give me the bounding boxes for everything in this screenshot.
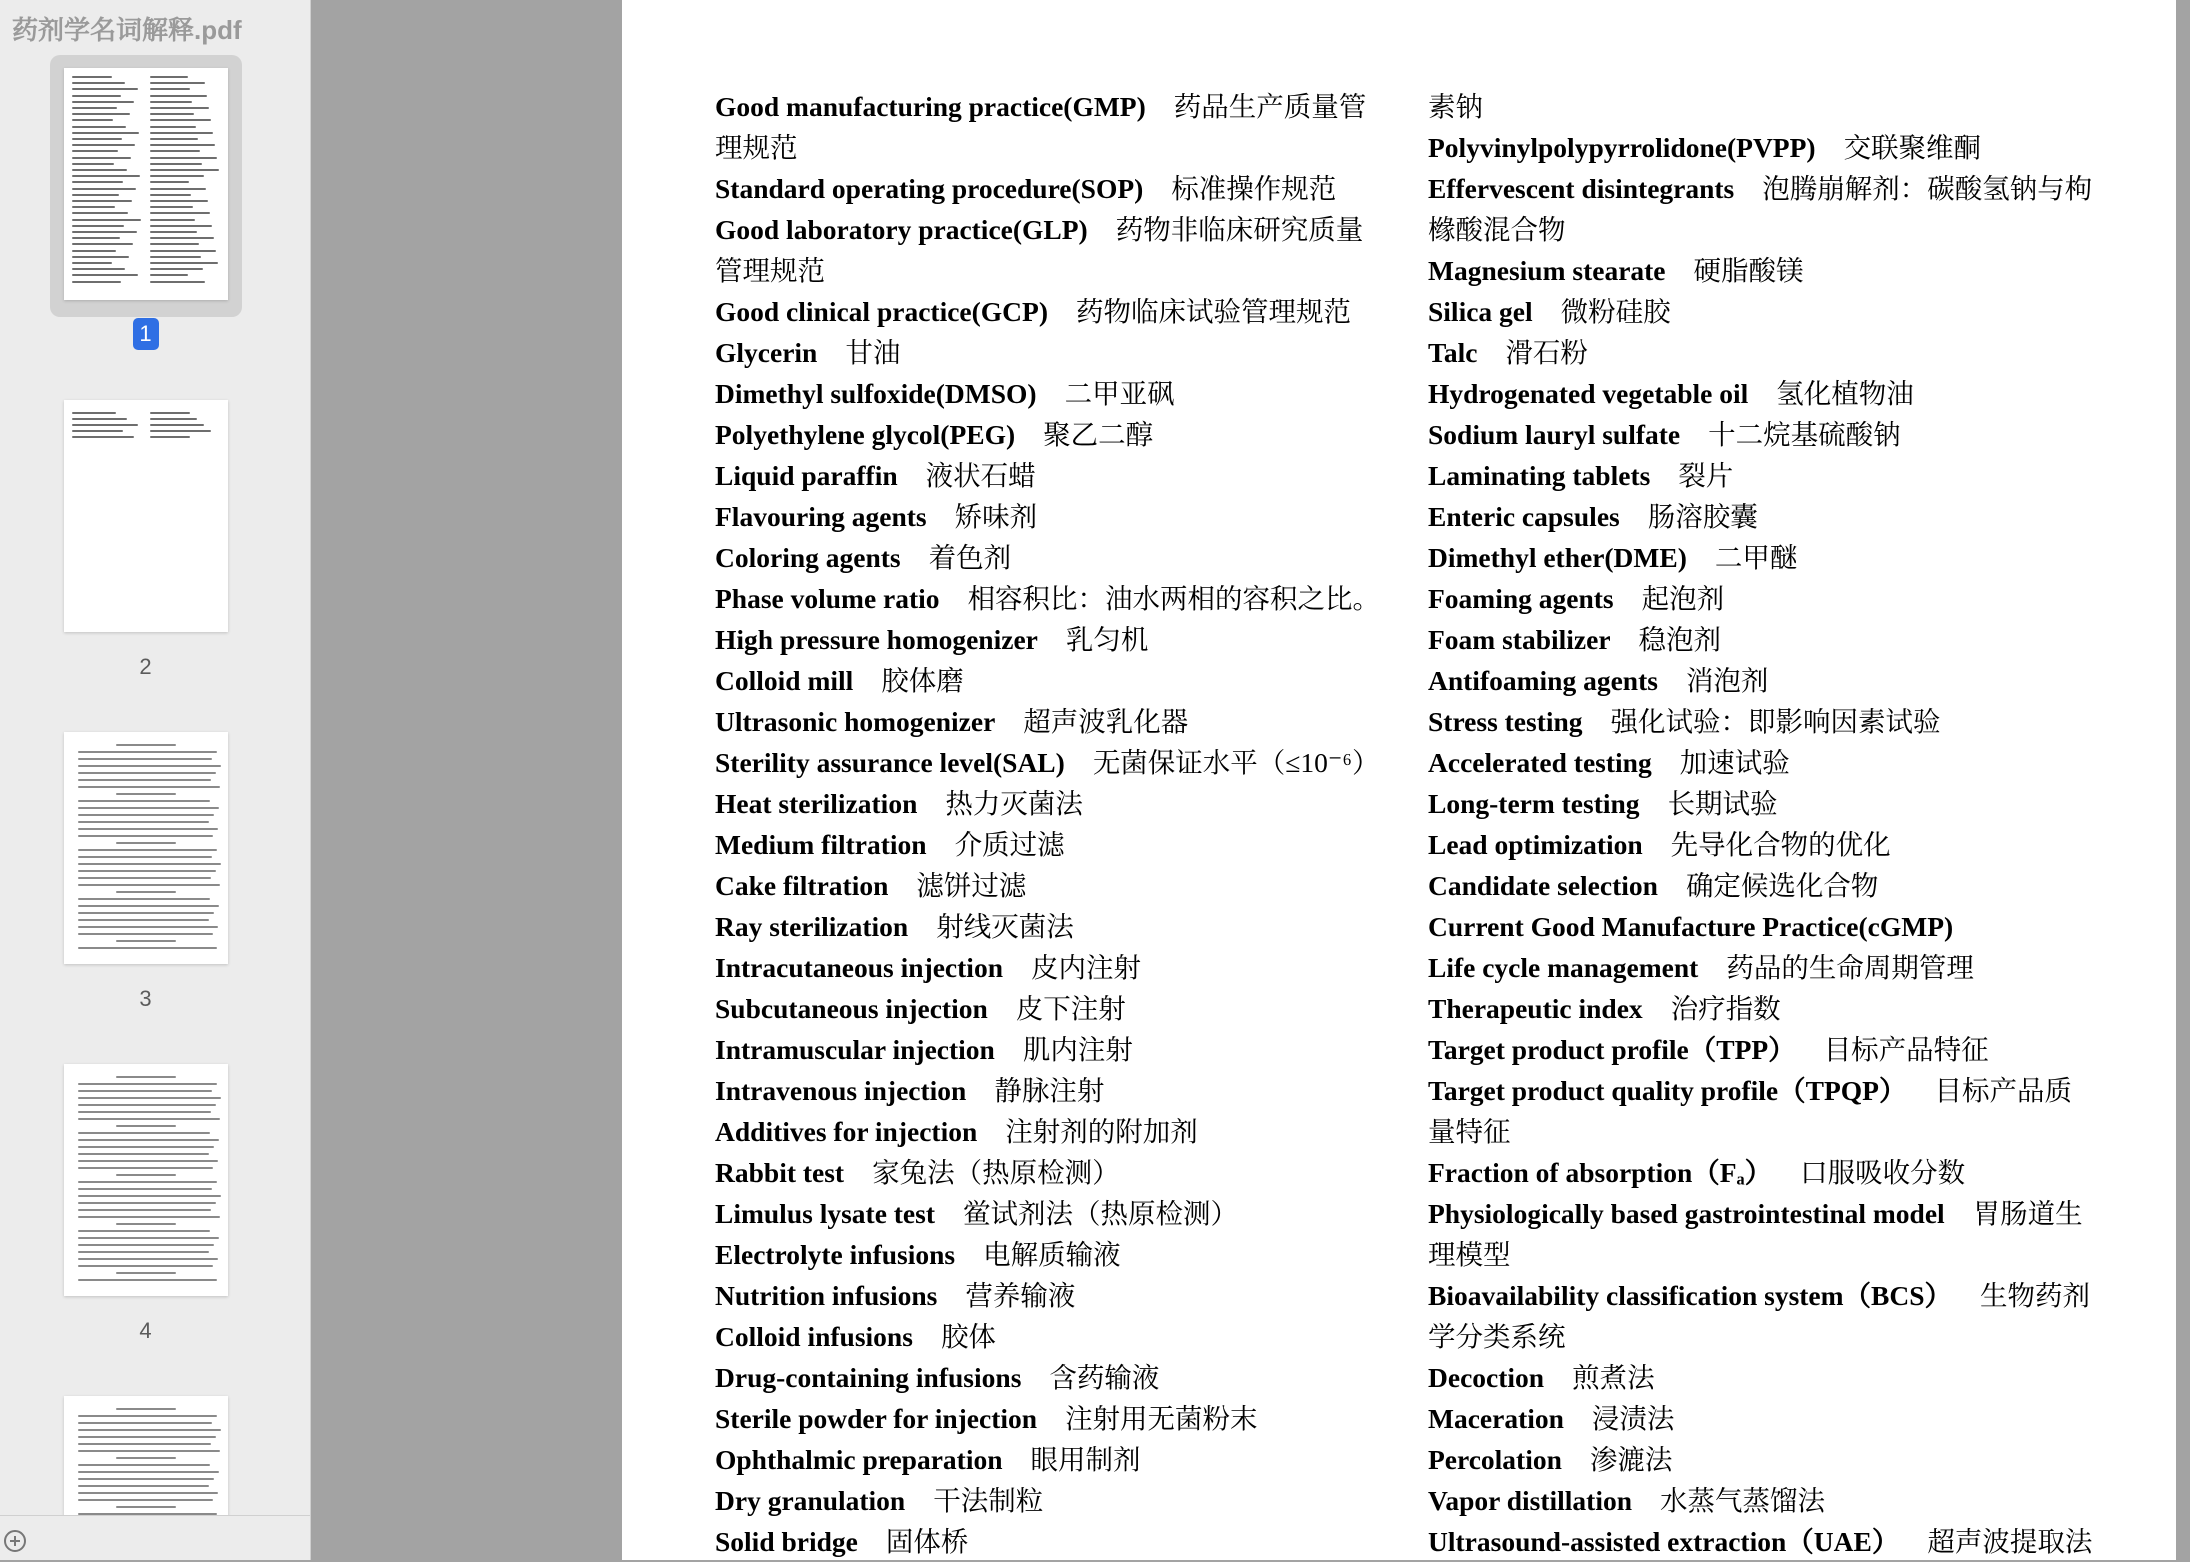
term-english: Sodium lauryl sulfate [1428, 419, 1681, 450]
term-chinese: 胶体 [940, 1321, 996, 1352]
term-chinese: 生物药剂 [1980, 1280, 2091, 1311]
term-chinese: 皮下注射 [1015, 993, 1126, 1024]
glossary-entry [1428, 291, 2128, 332]
term-chinese: 目标产品特征 [1823, 1034, 1989, 1065]
term-chinese: 鲎试剂法（热原检测） [963, 1198, 1238, 1229]
glossary-entry [715, 619, 1415, 660]
term-english: Percolation [1428, 1444, 1562, 1475]
glossary-entry [715, 250, 1415, 291]
glossary-entry [1428, 783, 2128, 824]
term-english: Effervescent disintegrants [1428, 173, 1735, 204]
term-chinese: 超声波提取法 [1927, 1526, 2093, 1557]
term-chinese: 先导化合物的优化 [1670, 829, 1891, 860]
glossary-entry [1428, 1275, 2128, 1316]
term-english: Glycerin [715, 337, 818, 368]
term-english: Target product quality profile（TPQP） [1428, 1075, 1907, 1106]
glossary-entry [715, 1439, 1415, 1480]
glossary-entry [1428, 1316, 2128, 1357]
term-chinese: 肠溶胶囊 [1647, 501, 1758, 532]
glossary-entry [1428, 1234, 2128, 1275]
term-english: Good clinical practice(GCP) [715, 296, 1048, 327]
glossary-entry [1428, 127, 2128, 168]
term-chinese: 氢化植物油 [1776, 378, 1914, 409]
term-english: Therapeutic index [1428, 993, 1643, 1024]
term-chinese: 注射用无菌粉末 [1065, 1403, 1258, 1434]
glossary-entry [715, 1357, 1415, 1398]
term-english: Vapor distillation [1428, 1485, 1633, 1516]
term-english: Good laboratory practice(GLP) [715, 214, 1088, 245]
term-chinese: 消泡剂 [1685, 665, 1769, 696]
glossary-entry [1428, 1152, 2128, 1193]
left-column [715, 86, 1415, 1562]
plus-circle-icon[interactable] [4, 1530, 26, 1552]
glossary-entry [1428, 1029, 2128, 1070]
glossary-entry [1428, 1193, 2128, 1234]
right-column [1428, 86, 2128, 1562]
term-chinese: 硬脂酸镁 [1693, 255, 1804, 286]
thumbnail-page-number: 4 [139, 1318, 152, 1343]
term-english: Intravenous injection [715, 1075, 967, 1106]
glossary-entry [715, 1316, 1415, 1357]
term-chinese: 干法制粒 [933, 1485, 1044, 1516]
glossary-entry [715, 1111, 1415, 1152]
term-chinese: 泡腾崩解剂：碳酸氢钠与枸 [1762, 173, 2093, 204]
glossary-entry [715, 1029, 1415, 1070]
glossary-entry [715, 1193, 1415, 1234]
glossary-entry [715, 1521, 1415, 1562]
glossary-entry [1428, 537, 2128, 578]
term-chinese: 胃肠道生 [1972, 1198, 2083, 1229]
term-chinese: 无菌保证水平（≤10⁻⁶） [1092, 747, 1380, 778]
term-chinese: 浸渍法 [1591, 1403, 1675, 1434]
glossary-entry [715, 947, 1415, 988]
term-english: Standard operating procedure(SOP) [715, 173, 1144, 204]
glossary-entry [715, 1152, 1415, 1193]
term-chinese: 眼用制剂 [1030, 1444, 1141, 1475]
term-chinese: 理规范 [715, 132, 798, 163]
term-english: Solid bridge [715, 1526, 858, 1557]
term-english: Liquid paraffin [715, 460, 898, 491]
glossary-entry [1428, 1357, 2128, 1398]
term-chinese: 滤饼过滤 [916, 870, 1027, 901]
glossary-entry [715, 742, 1415, 783]
term-chinese: 固体桥 [885, 1526, 969, 1557]
term-chinese: 电解质输液 [983, 1239, 1121, 1270]
glossary-entry [1428, 906, 2128, 947]
term-chinese: 注射剂的附加剂 [1005, 1116, 1198, 1147]
term-english: Life cycle management [1428, 952, 1699, 983]
term-english: Foam stabilizer [1428, 624, 1611, 655]
glossary-entry [715, 414, 1415, 455]
term-chinese: 确定候选化合物 [1685, 870, 1879, 901]
term-chinese: 量特征 [1428, 1116, 1511, 1147]
glossary-entry [1428, 824, 2128, 865]
glossary-entry [715, 660, 1415, 701]
glossary-entry [715, 86, 1415, 127]
glossary-entry [1428, 86, 2128, 127]
term-english: Foaming agents [1428, 583, 1614, 614]
glossary-entry [1428, 865, 2128, 906]
term-english: Intramuscular injection [715, 1034, 995, 1065]
term-chinese: 药物临床试验管理规范 [1075, 296, 1351, 327]
term-chinese: 液状石蜡 [925, 460, 1036, 491]
term-english: Hydrogenated vegetable oil [1428, 378, 1749, 409]
term-chinese: 十二烷基硫酸钠 [1708, 419, 1901, 450]
pdf-page [622, 0, 2176, 1560]
term-chinese: 家兔法（热原检测） [872, 1157, 1120, 1188]
thumbnail-page-number: 1 [0, 318, 291, 350]
glossary-entry [1428, 1070, 2128, 1111]
term-english: Stress testing [1428, 706, 1583, 737]
glossary-entry [1428, 496, 2128, 537]
glossary-entry [715, 332, 1415, 373]
glossary-entry [1428, 332, 2128, 373]
glossary-entry [1428, 1521, 2128, 1562]
term-english: Sterility assurance level(SAL) [715, 747, 1065, 778]
glossary-entry [715, 373, 1415, 414]
term-chinese: 乳匀机 [1065, 624, 1149, 655]
term-english: Nutrition infusions [715, 1280, 938, 1311]
term-chinese: 热力灭菌法 [945, 788, 1083, 819]
glossary-entry [1428, 455, 2128, 496]
glossary-entry [1428, 1439, 2128, 1480]
term-chinese: 目标产品质 [1934, 1075, 2072, 1106]
term-english: Heat sterilization [715, 788, 918, 819]
term-english: Colloid infusions [715, 1321, 913, 1352]
term-english: Coloring agents [715, 542, 901, 573]
term-chinese: 滑石粉 [1505, 337, 1588, 368]
thumbnail-page-number: 3 [139, 986, 152, 1011]
term-english: Bioavailability classification system（BCS） [1428, 1280, 1953, 1311]
term-chinese: 水蒸气蒸馏法 [1660, 1485, 1826, 1516]
term-chinese: 素钠 [1428, 91, 1483, 122]
sidebar-footer [0, 1515, 311, 1560]
term-english: Ultrasound-assisted extraction（UAE） [1428, 1526, 1900, 1557]
term-chinese: 治疗指数 [1670, 993, 1781, 1024]
term-chinese: 超声波乳化器 [1023, 706, 1189, 737]
glossary-entry [1428, 1111, 2128, 1152]
term-chinese: 聚乙二醇 [1043, 419, 1154, 450]
glossary-entry [715, 865, 1415, 906]
glossary-entry [1428, 373, 2128, 414]
glossary-entry [1428, 660, 2128, 701]
term-english: Ophthalmic preparation [715, 1444, 1003, 1475]
term-chinese: 药品的生命周期管理 [1726, 952, 1974, 983]
term-english: Subcutaneous injection [715, 993, 988, 1024]
term-chinese: 橼酸混合物 [1428, 214, 1566, 245]
term-chinese: 药物非临床研究质量 [1115, 214, 1364, 245]
glossary-entry [1428, 414, 2128, 455]
term-english: Polyvinylpolypyrrolidone(PVPP) [1428, 132, 1816, 163]
glossary-entry [715, 209, 1415, 250]
term-chinese: 加速试验 [1679, 747, 1790, 778]
term-english: Laminating tablets [1428, 460, 1651, 491]
glossary-entry [1428, 701, 2128, 742]
glossary-entry [1428, 250, 2128, 291]
term-english: Candidate selection [1428, 870, 1658, 901]
term-english: Dry granulation [715, 1485, 906, 1516]
term-english: Decoction [1428, 1362, 1545, 1393]
term-chinese: 皮内注射 [1031, 952, 1141, 983]
term-english: Additives for injection [715, 1116, 978, 1147]
term-english: Magnesium stearate [1428, 255, 1666, 286]
term-english: Sterile powder for injection [715, 1403, 1038, 1434]
page-thumbnail-image[interactable] [64, 68, 228, 300]
term-chinese: 微粉硅胶 [1560, 296, 1671, 327]
glossary-entry [715, 701, 1415, 742]
glossary-entry [715, 906, 1415, 947]
term-chinese: 学分类系统 [1428, 1321, 1566, 1352]
term-chinese: 煎煮法 [1572, 1362, 1655, 1393]
term-english: Antifoaming agents [1428, 665, 1658, 696]
term-chinese: 营养输液 [965, 1280, 1076, 1311]
term-english: Good manufacturing practice(GMP) [715, 91, 1146, 122]
term-chinese: 甘油 [845, 337, 901, 368]
term-english: Cake filtration [715, 870, 889, 901]
glossary-entry [715, 537, 1415, 578]
glossary-entry [715, 783, 1415, 824]
term-english: Dimethyl sulfoxide(DMSO) [715, 378, 1037, 409]
term-chinese: 矫味剂 [954, 501, 1038, 532]
term-english: Maceration [1428, 1403, 1564, 1434]
term-chinese: 肌内注射 [1022, 1034, 1133, 1065]
term-chinese: 稳泡剂 [1638, 624, 1722, 655]
term-chinese: 管理规范 [715, 255, 825, 286]
glossary-entry [715, 168, 1415, 209]
document-title: 药剂学名词解释.pdf [12, 15, 242, 45]
term-chinese: 二甲醚 [1714, 542, 1798, 573]
term-english: Dimethyl ether(DME) [1428, 542, 1687, 573]
term-chinese: 长期试验 [1667, 788, 1778, 819]
page-thumbnail-image[interactable] [64, 1064, 228, 1296]
glossary-entry [715, 291, 1415, 332]
glossary-entry [715, 1275, 1415, 1316]
glossary-entry [715, 1398, 1415, 1439]
thumbnail-sidebar [0, 0, 311, 1560]
term-english: Intracutaneous injection [715, 952, 1003, 983]
glossary-entry [1428, 1480, 2128, 1521]
term-chinese: 射线灭菌法 [936, 911, 1074, 942]
term-english: Enteric capsules [1428, 501, 1620, 532]
glossary-entry [1428, 209, 2128, 250]
glossary-entry [1428, 742, 2128, 783]
term-english: Talc [1428, 337, 1478, 368]
glossary-entry [1428, 619, 2128, 660]
glossary-entry [715, 455, 1415, 496]
term-english: High pressure homogenizer [715, 624, 1038, 655]
term-chinese: 胶体磨 [881, 665, 964, 696]
term-english: Drug-containing infusions [715, 1362, 1022, 1393]
term-english: Medium filtration [715, 829, 927, 860]
term-english: Long-term testing [1428, 788, 1640, 819]
page-thumbnail-image[interactable] [64, 400, 228, 632]
term-english: Limulus lysate test [715, 1198, 935, 1229]
term-english: Physiologically based gastrointestinal model [1428, 1198, 1945, 1229]
term-chinese: 相容积比：油水两相的容积之比。 [967, 583, 1381, 614]
term-english: Fraction of absorption（Fₐ） [1428, 1157, 1773, 1188]
term-chinese: 裂片 [1678, 460, 1734, 491]
glossary-entry [715, 988, 1415, 1029]
term-chinese: 标准操作规范 [1171, 173, 1337, 204]
term-chinese: 交联聚维酮 [1843, 132, 1982, 163]
glossary-entry [715, 1480, 1415, 1521]
term-chinese: 起泡剂 [1641, 583, 1725, 614]
term-english: Current Good Manufacture Practice(cGMP) [1428, 911, 1954, 942]
term-english: Flavouring agents [715, 501, 927, 532]
glossary-entry [715, 127, 1415, 168]
term-chinese: 渗漉法 [1589, 1444, 1673, 1475]
glossary-entry [1428, 578, 2128, 619]
term-english: Accelerated testing [1428, 747, 1652, 778]
term-english: Phase volume ratio [715, 583, 940, 614]
term-chinese: 介质过滤 [954, 829, 1065, 860]
term-english: Ray sterilization [715, 911, 909, 942]
term-chinese: 二甲亚砜 [1064, 378, 1175, 409]
term-chinese: 静脉注射 [994, 1075, 1105, 1106]
term-chinese: 药品生产质量管 [1173, 91, 1367, 122]
term-chinese: 着色剂 [928, 542, 1012, 573]
term-english: Lead optimization [1428, 829, 1643, 860]
glossary-entry [715, 824, 1415, 865]
glossary-entry [1428, 168, 2128, 209]
glossary-entry [715, 1234, 1415, 1275]
glossary-entry [1428, 947, 2128, 988]
term-english: Polyethylene glycol(PEG) [715, 419, 1016, 450]
term-english: Ultrasonic homogenizer [715, 706, 996, 737]
glossary-entry [1428, 988, 2128, 1029]
term-english: Electrolyte infusions [715, 1239, 956, 1270]
term-chinese: 理模型 [1428, 1239, 1511, 1270]
page-thumbnail-image[interactable] [64, 732, 228, 964]
term-chinese: 口服吸收分数 [1800, 1157, 1966, 1188]
term-english: Colloid mill [715, 665, 854, 696]
glossary-entry [715, 496, 1415, 537]
thumbnail-page-number: 2 [139, 654, 152, 679]
glossary-entry [715, 578, 1415, 619]
term-english: Target product profile（TPP） [1428, 1034, 1796, 1065]
term-chinese: 含药输液 [1049, 1362, 1160, 1393]
glossary-entry [1428, 1398, 2128, 1439]
term-english: Rabbit test [715, 1157, 845, 1188]
term-chinese: 强化试验：即影响因素试验 [1610, 706, 1941, 737]
glossary-entry [715, 1070, 1415, 1111]
term-english: Silica gel [1428, 296, 1533, 327]
